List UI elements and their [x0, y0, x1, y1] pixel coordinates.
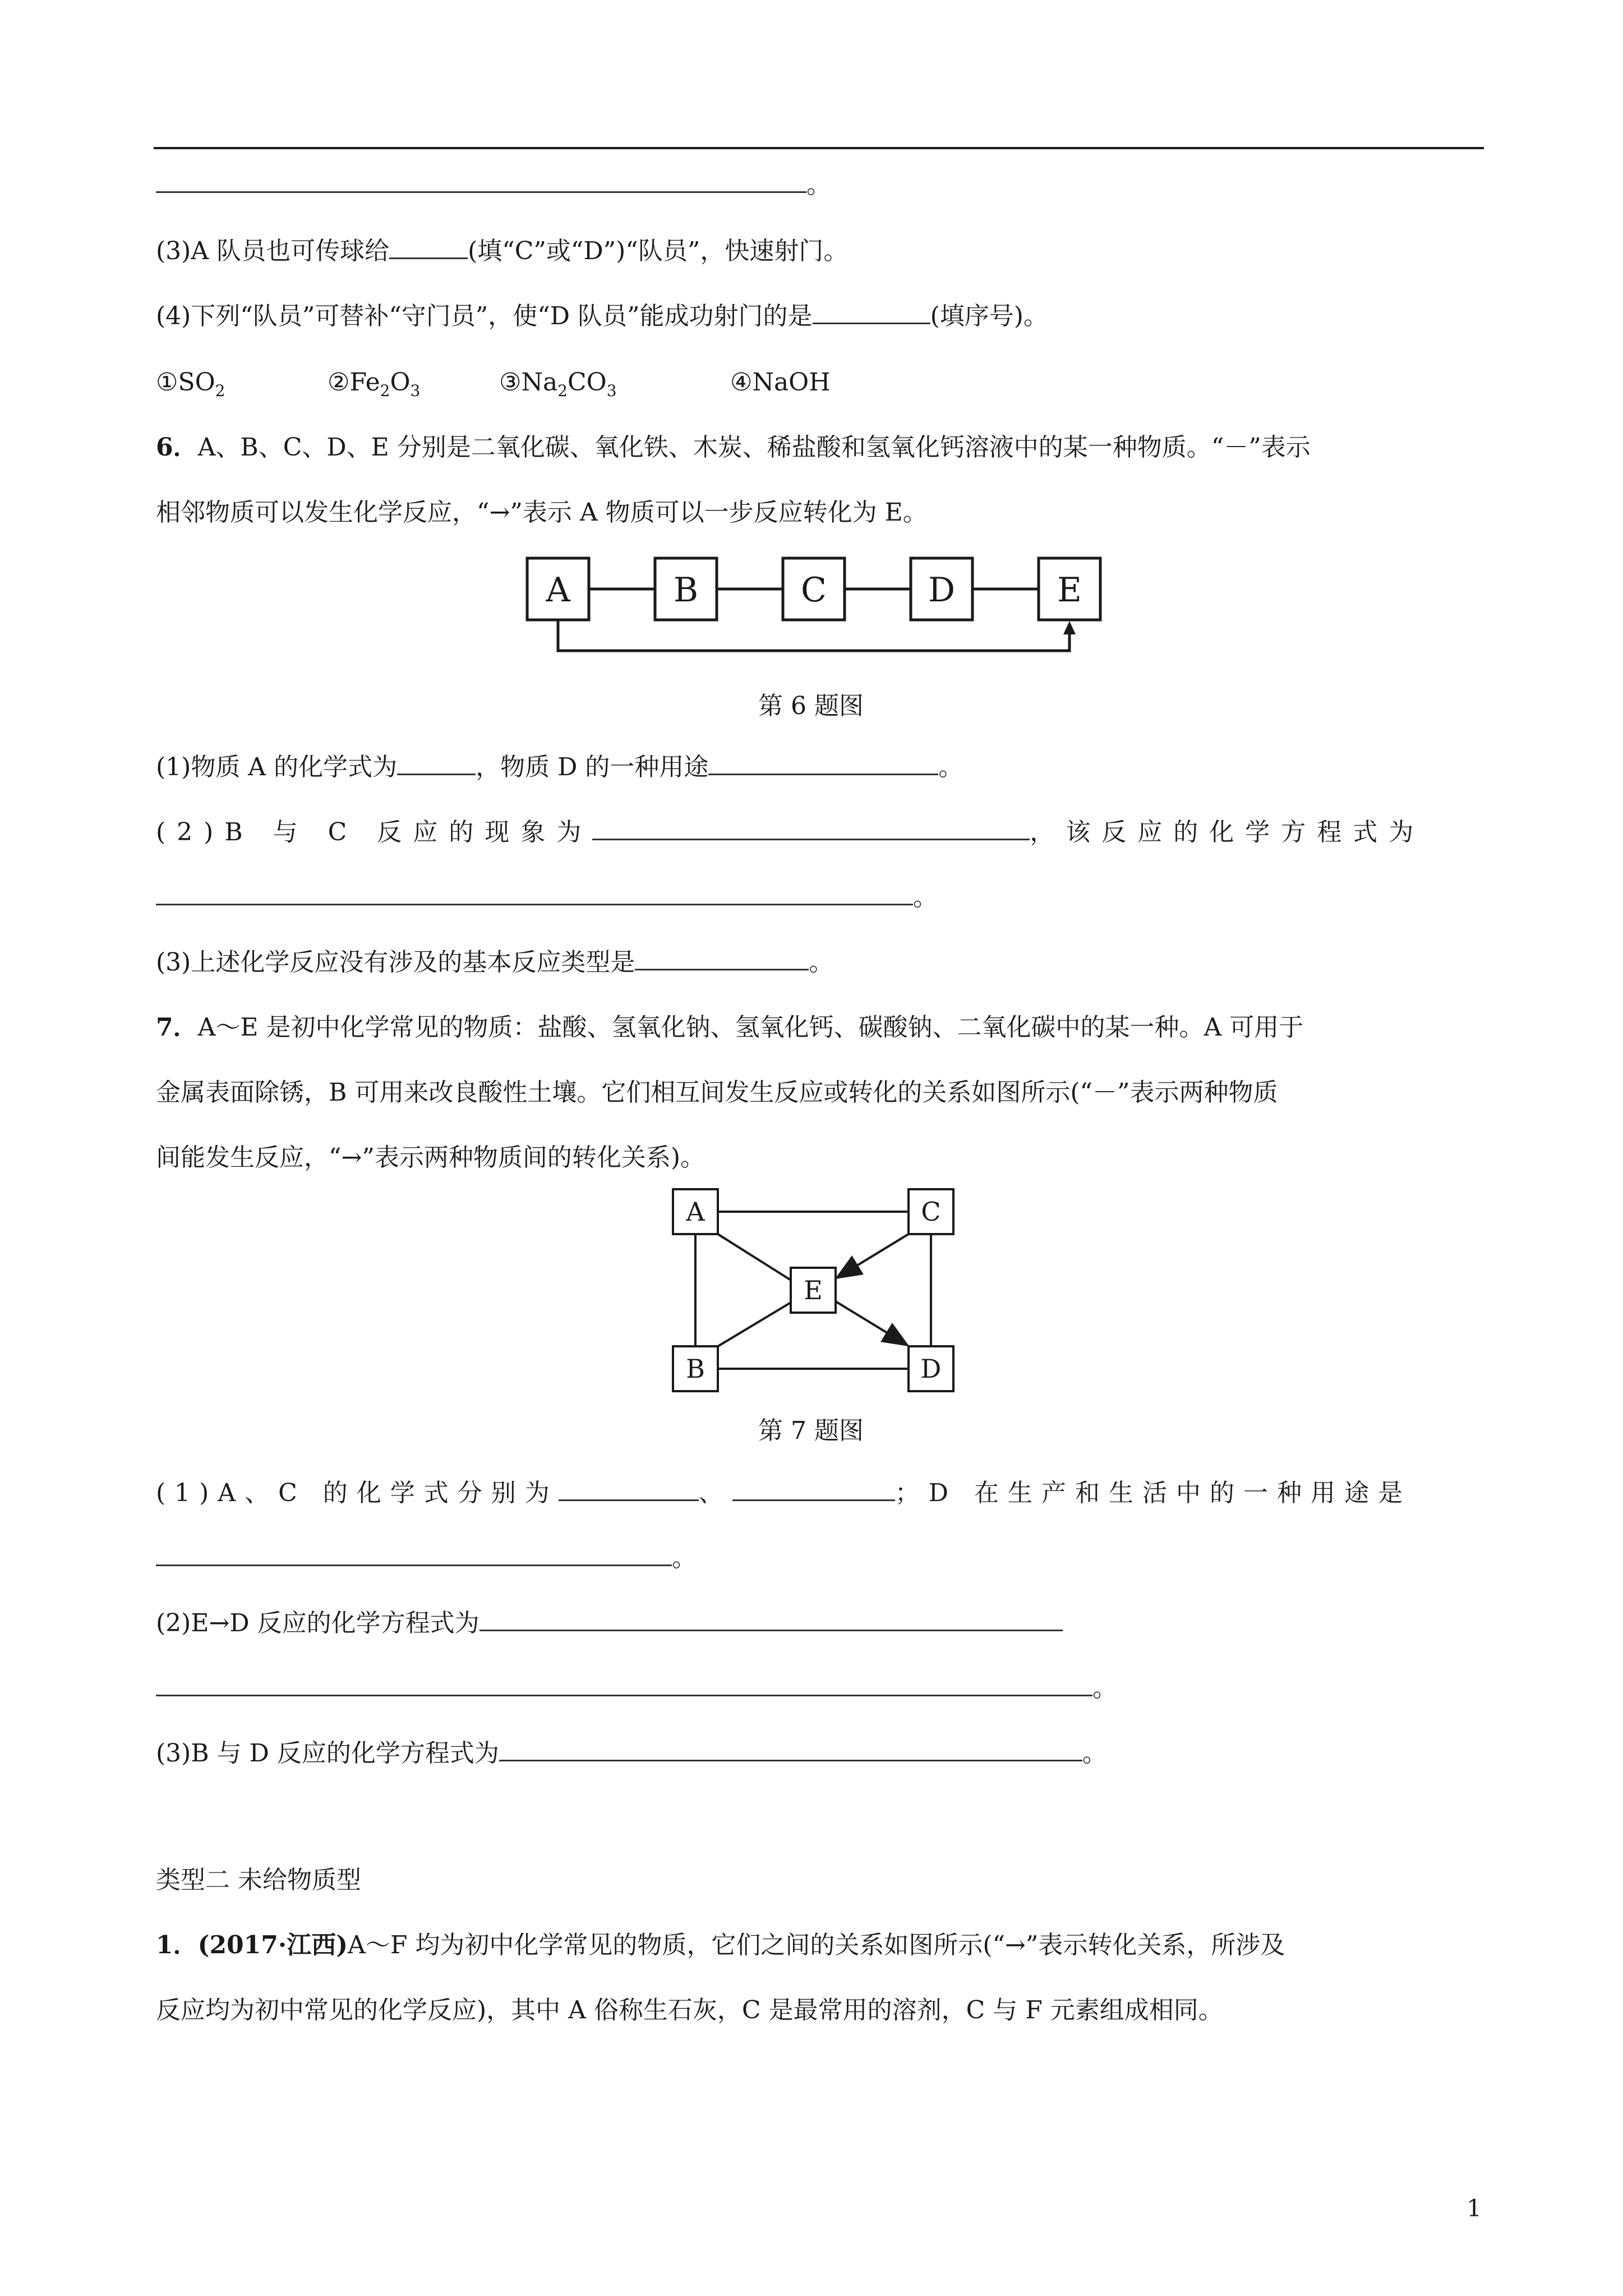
- q7-part3: (3)B 与 D 反应的化学方程式为 。: [156, 1737, 1107, 1770]
- s2-q1-line-2: 反应均为初中常见的化学反应)，其中 A 俗称生石灰，C 是最常用的溶剂，C 与 F 元素组成相同。: [156, 1996, 1223, 2024]
- answer-blank[interactable]: [156, 169, 806, 193]
- q7-part2-line2: 。: [156, 1672, 1117, 1705]
- q7-part2: (2)E→D 反应的化学方程式为: [156, 1607, 1063, 1640]
- answer-blank[interactable]: [635, 946, 809, 970]
- q7-link-ae: [718, 1234, 791, 1280]
- answer-blank[interactable]: [389, 235, 468, 259]
- answer-blank[interactable]: [397, 751, 476, 775]
- option-2: $②Fe_2O_3$: [328, 368, 421, 400]
- q5-part4: (4)下列“队员”可替补“守门员”，使“D 队员”能成功射门的是 (填序号)。: [156, 300, 1048, 333]
- q7-stem-line-1: 7．A～E 是初中化学常见的物质：盐酸、氢氧化钠、氢氧化钙、碳酸钠、二氧化碳中的某一种。A 可用于: [156, 1013, 1304, 1042]
- q7-node-c: C: [921, 1197, 941, 1227]
- answer-blank[interactable]: [479, 1607, 1063, 1631]
- q7-stem-line-3: 间能发生反应，“→”表示两种物质间的转化关系)。: [156, 1143, 706, 1172]
- q7-node-d: D: [920, 1354, 942, 1384]
- q7-part1-line2: 。: [156, 1542, 697, 1575]
- q6-node-e: E: [1057, 570, 1082, 610]
- q6-stem-line-1: 6．A、B、C、D、E 分别是二氧化碳、氧化铁、木炭、稀盐酸和氢氧化钙溶液中的某一种物质。“－”表示: [156, 433, 1311, 462]
- q6-part1: (1)物质 A 的化学式为 ，物质 D 的一种用途 。: [156, 751, 963, 784]
- q7-part1: (1)A、C 的化学式分别为 、 ；D 在生产和生活中的一种用途是: [156, 1476, 1412, 1510]
- option-1: $①SO_2$: [156, 368, 225, 400]
- q7-diagram: [667, 1184, 970, 1408]
- answer-blank[interactable]: [156, 881, 913, 905]
- q7-caption: 第 7 题图: [758, 1416, 864, 1445]
- q7-arrow-c-to-e: [837, 1234, 909, 1278]
- answer-blank[interactable]: [732, 1477, 895, 1501]
- q6-stem-line-2: 相邻物质可以发生化学反应，“→”表示 A 物质可以一步反应转化为 E。: [156, 498, 928, 527]
- q6-caption: 第 6 题图: [758, 692, 864, 720]
- section-title: 类型二 未给物质型: [156, 1866, 361, 1894]
- q6-node-a: A: [546, 570, 570, 610]
- q7-link-be: [718, 1303, 791, 1346]
- q6-node-d: D: [928, 570, 956, 610]
- q6-part2: (2)B 与 C 反应的现象为 ，该反应的化学方程式为: [156, 816, 1424, 849]
- q7-stem-line-2: 金属表面除锈，B 可用来改良酸性土壤。它们相互间发生反应或转化的关系如图所示(“－”表示两种物质: [156, 1078, 1278, 1107]
- q6-node-b: B: [673, 570, 699, 610]
- answer-blank[interactable]: [559, 1477, 699, 1501]
- q7-arrow-e-to-d: [836, 1301, 907, 1345]
- q6-node-c: C: [801, 570, 827, 610]
- answer-blank[interactable]: [813, 300, 930, 324]
- s2-q1-line-1: 1．(2017·江西)A～F 均为初中化学常见的物质，它们之间的关系如图所示(“→”表示转化关系，所涉及: [156, 1931, 1285, 1959]
- option-4: ④NaOH: [730, 368, 831, 397]
- q7-node-e: E: [804, 1275, 823, 1305]
- q6-arrowhead: [1063, 621, 1076, 634]
- q6-diagram: [522, 553, 1116, 665]
- answer-blank[interactable]: [156, 1672, 1092, 1696]
- answer-blank[interactable]: [156, 1542, 672, 1566]
- header-rule: [154, 147, 1484, 149]
- q6-part2-line2: 。: [156, 881, 938, 914]
- q7-node-a: A: [686, 1197, 705, 1227]
- q7-node-b: B: [686, 1354, 705, 1384]
- page-number: 1: [1467, 2194, 1482, 2222]
- q5-answer-line: 。: [156, 168, 831, 202]
- q6-part3: (3)上述化学反应没有涉及的基本反应类型是 。: [156, 946, 833, 979]
- answer-blank[interactable]: [499, 1737, 1082, 1761]
- q5-part3: (3)A 队员也可传球给 (填“C”或“D”)“队员”，快速射门。: [156, 234, 848, 268]
- option-3: $③Na_2CO_3$: [499, 368, 617, 400]
- q6-arrow-a-to-e: [558, 620, 1069, 651]
- answer-blank[interactable]: [592, 816, 1030, 840]
- answer-blank[interactable]: [708, 751, 938, 775]
